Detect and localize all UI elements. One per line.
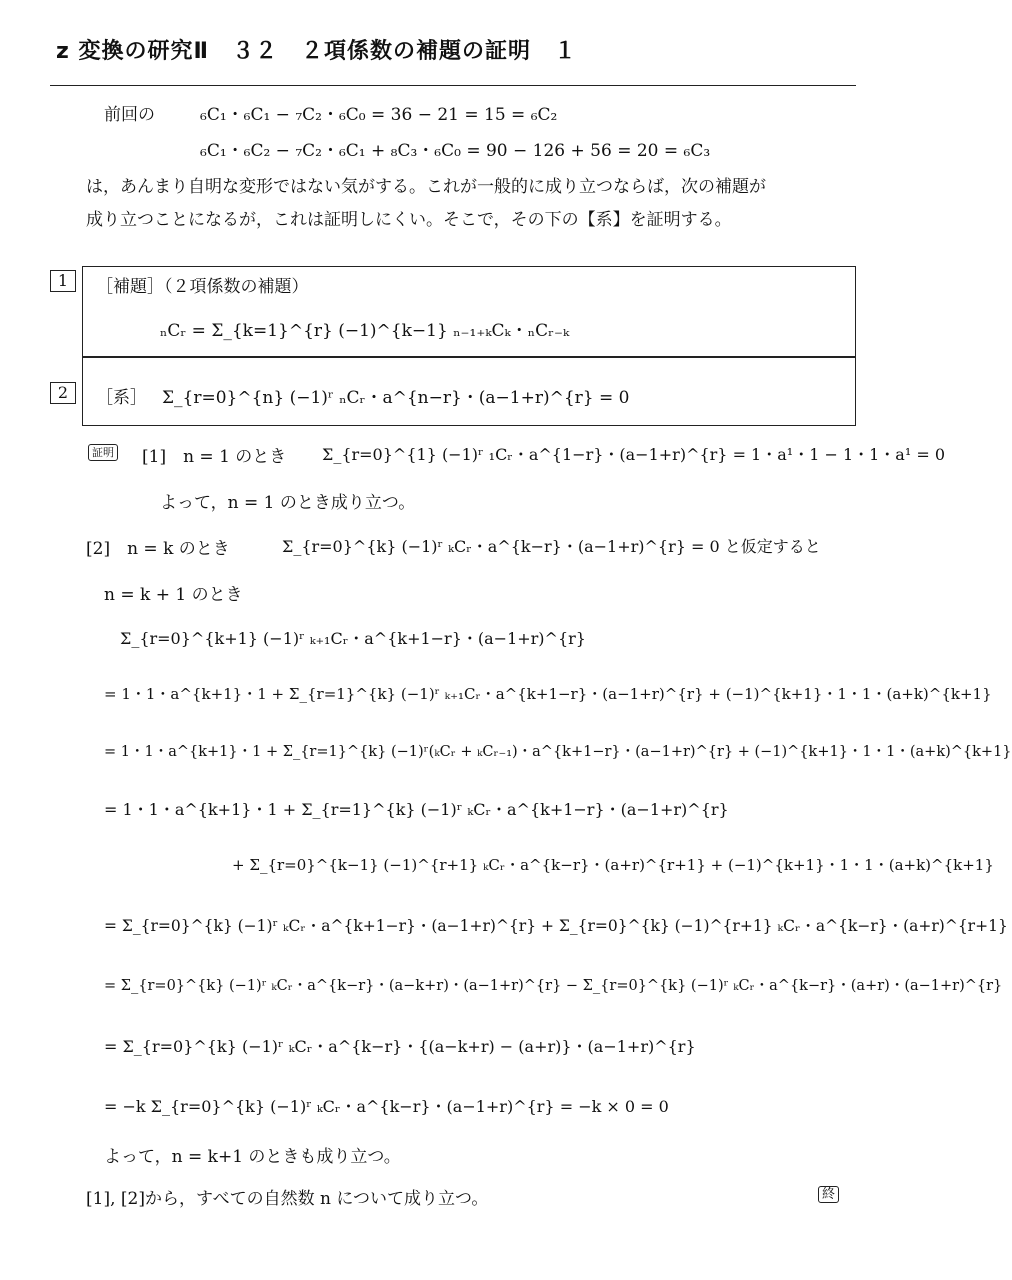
corollary-formula: Σ_{r=0}^{n} (−1)ʳ ₙCᵣ・a^{n−r}・(a−1+r)^{r} = 0: [162, 388, 630, 408]
intro-equation-1: ₆C₁・₆C₁ − ₇C₂・₆C₀ = 36 − 21 = 15 = ₆C₂: [200, 105, 558, 125]
intro-paragraph-line-2: 成り立つことになるが，これは証明しにくい。そこで，その下の【系】を証明する。: [86, 210, 732, 230]
proof-step2-case: n = k + 1 のとき: [104, 585, 243, 605]
box-number-2: 2: [50, 382, 76, 404]
proof-final-conclusion: [1], [2]から，すべての自然数 n について成り立つ。: [86, 1189, 489, 1209]
derivation-line-2: = 1・1・a^{k+1}・1 + Σ_{r=1}^{k} (−1)ʳ ₖ₊₁Cᵣ・a^{k+1−r}・(a−1+r)^{r} + (−1)^{k+1}・1・1・(a+k)^{k+1}: [104, 685, 992, 703]
proof-step2-conclusion: よって，n = k+1 のときも成り立つ。: [104, 1147, 401, 1167]
lemma-formula: ₙCᵣ = Σ_{k=1}^{r} (−1)^{k−1} ₙ₋₁₊ₖCₖ・ₙCᵣ₋ₖ: [160, 321, 570, 341]
intro-label: 前回の: [104, 105, 155, 125]
lemma-label: ［補題］（２項係数の補題）: [96, 277, 309, 297]
derivation-line-9: = −k Σ_{r=0}^{k} (−1)ʳ ₖCᵣ・a^{k−r}・(a−1+r)^{r} = −k × 0 = 0: [104, 1097, 669, 1116]
derivation-line-4: = 1・1・a^{k+1}・1 + Σ_{r=1}^{k} (−1)ʳ ₖCᵣ・a^{k+1−r}・(a−1+r)^{r}: [104, 800, 729, 819]
intro-paragraph-line-1: は，あんまり自明な変形ではない気がする。これが一般的に成り立つならば，次の補題が: [86, 177, 766, 197]
proof-step1-label: [1] n = 1 のとき: [142, 447, 287, 467]
proof-step2-assumption: Σ_{r=0}^{k} (−1)ʳ ₖCᵣ・a^{k−r}・(a−1+r)^{r} = 0 と仮定すると: [282, 537, 821, 556]
box-number-1: 1: [50, 270, 76, 292]
proof-step1-equation: Σ_{r=0}^{1} (−1)ʳ ₁Cᵣ・a^{1−r}・(a−1+r)^{r} = 1・a¹・1 − 1・1・a¹ = 0: [322, 445, 946, 464]
title-divider: [50, 85, 856, 86]
end-mark: 終: [818, 1186, 839, 1203]
proof-step2-label: [2] n = k のとき: [86, 539, 230, 559]
proof-step1-conclusion: よって，n = 1 のとき成り立つ。: [160, 493, 416, 513]
proof-tag: 証明: [88, 444, 118, 461]
page-title: z 変換の研究Ⅱ ３２ ２項係数の補題の証明 １: [56, 39, 577, 64]
derivation-line-5: + Σ_{r=0}^{k−1} (−1)^{r+1} ₖCᵣ・a^{k−r}・(a+r)^{r+1} + (−1)^{k+1}・1・1・(a+k)^{k+1}: [232, 856, 994, 874]
derivation-line-1: Σ_{r=0}^{k+1} (−1)ʳ ₖ₊₁Cᵣ・a^{k+1−r}・(a−1+r)^{r}: [120, 629, 586, 648]
corollary-label: ［系］: [96, 388, 147, 408]
derivation-line-8: = Σ_{r=0}^{k} (−1)ʳ ₖCᵣ・a^{k−r}・{(a−k+r) − (a+r)}・(a−1+r)^{r}: [104, 1037, 696, 1056]
derivation-line-3: = 1・1・a^{k+1}・1 + Σ_{r=1}^{k} (−1)ʳ(ₖCᵣ + ₖCᵣ₋₁)・a^{k+1−r}・(a−1+r)^{r} + (−1)^{k+1}・1・1・(a+k)^{k+1}: [104, 744, 1012, 760]
intro-equation-2: ₆C₁・₆C₂ − ₇C₂・₆C₁ + ₈C₃・₆C₀ = 90 − 126 + 56 = 20 = ₆C₃: [200, 141, 711, 161]
derivation-line-7: = Σ_{r=0}^{k} (−1)ʳ ₖCᵣ・a^{k−r}・(a−k+r)・(a−1+r)^{r} − Σ_{r=0}^{k} (−1)ʳ ₖCᵣ・a^{k−r}・(a+r)・(a−1+r)^{r}: [104, 978, 1003, 994]
derivation-line-6: = Σ_{r=0}^{k} (−1)ʳ ₖCᵣ・a^{k+1−r}・(a−1+r)^{r} + Σ_{r=0}^{k} (−1)^{r+1} ₖCᵣ・a^{k−r}・(a+r)^{r+1}: [104, 917, 1008, 935]
